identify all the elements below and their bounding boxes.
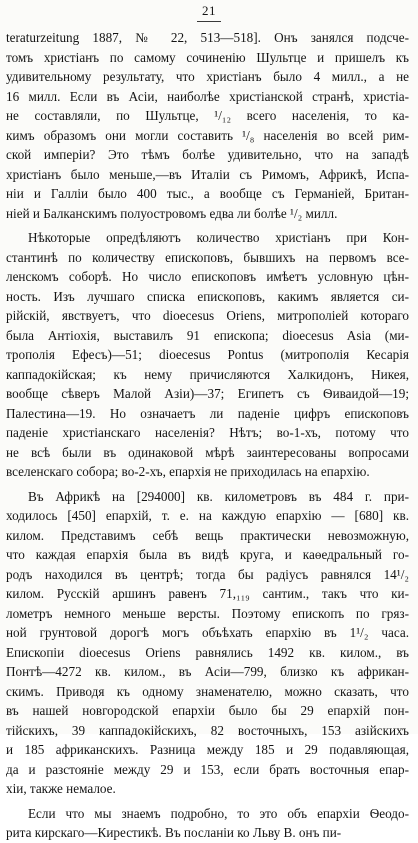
page-number: 21	[202, 3, 216, 18]
text-line: не составляли, по Шультце, ¹/₁₂ всего населенія, то ка-	[6, 108, 409, 123]
text-line: ность. Изъ лучшаго списка епископовъ, какимъ является си-	[6, 288, 409, 304]
text-line: ной грунтовой дорогѣ могъ объѣхать епархію въ 1¹/₂ часа.	[6, 625, 409, 640]
text-line: ходилось [450] епархій, т. е. на каждую епархію — [680] кв.	[6, 508, 409, 523]
text-line: кимъ образомъ они могли составить ¹/₈ населенія во всей рим-	[6, 127, 409, 143]
text-line: не всѣ были въ одинаковой мѣрѣ заинтересованы вопросами	[6, 444, 409, 460]
header-rule	[197, 21, 221, 22]
text-line: была Антіохія, выставилъ 91 епископа; dioecesus Asia (ми-	[6, 327, 409, 343]
text-line: стантинѣ по количеству епископовъ, бывшихъ на первомъ все-	[6, 249, 409, 265]
paragraph	[6, 487, 409, 799]
paragraph	[6, 804, 409, 843]
text-line: ской имперіи? Это тѣмъ болѣе удивительно, что на западѣ	[6, 147, 409, 162]
text-line: и 185 африканскихъ. Разница между 185 и 29 подавляющая,	[6, 742, 409, 757]
text-line: трополія Ефесъ)—51; dioecesus Pontus (митрополія Кесарія	[6, 347, 409, 362]
text-line: килом. Представимъ себѣ вещь практически невозможную,	[6, 527, 409, 543]
text-line: хіи, также немалое.	[6, 781, 116, 796]
text-line: Палестина—19. Но означаетъ ли паденіе цифръ епископовъ	[6, 405, 409, 421]
text-line: килом. Русскій аршинъ равенъ 71,₁₁₉ сантим., такъ что ки-	[6, 586, 409, 601]
text-line: Нѣкоторые опредѣляютъ количество христіанъ при Кон-	[28, 230, 409, 245]
text-line: ніи и Галліи было 400 тыс., а вообще съ Германіей, Британ-	[6, 186, 409, 201]
text-line: Епископіи dioecesus Oriens равнялись 1492 кв. килом., въ	[6, 644, 409, 660]
text-line: тійскихъ, 39 каппадокійскихъ, 82 восточныхъ, 153 азійскихъ	[6, 722, 409, 738]
paragraph	[6, 228, 409, 482]
text-line: 16 милл. Если въ Асіи, наиболѣе христіанской странѣ, христіа-	[6, 88, 409, 104]
text-line: каппадокійская; къ нему причисляются Халкидонъ, Никея,	[6, 366, 409, 382]
text-line: христіанъ было меньше,—въ Италіи съ Римомъ, Африкѣ, Испа-	[6, 166, 409, 182]
text-line: удивительному результату, что христіанъ было 4 милл., а не	[6, 69, 409, 84]
text-line: въ нашей новгородской епархіи было бы 29 епархій пон-	[6, 703, 409, 718]
text-line: родъ находился въ центрѣ; тогда бы радіусъ равнялся 14¹/₂	[6, 566, 409, 582]
text-line: teraturzeitung 1887, № 22, 513—518]. Онъ занялся подсче-	[6, 30, 409, 45]
paragraph	[6, 28, 409, 223]
text-line: паденіе христіанскаго населенія? Нѣтъ; во-1-хъ, потому что	[6, 425, 409, 440]
text-line: рита кирскаго—Кирестикѣ. Въ посланіи ко Льву В. онъ пи-	[6, 825, 342, 840]
page-header	[0, 2, 418, 22]
text-line: ніей и Балканскимъ полуостровомъ едва ли болѣе ¹/₂ милл.	[6, 205, 338, 221]
body-text	[6, 28, 409, 843]
text-line: ленскомъ соборѣ. Но число епископовъ имѣетъ условную цѣн-	[6, 269, 409, 284]
text-line: томъ христіанъ по самому сочиненію Шультце и пришелъ къ	[6, 49, 409, 65]
text-line: скимъ. Приводя къ одному знаменателю, можно сказать, что	[6, 683, 409, 699]
text-line: лометръ немного меньше версты. Поэтому епископъ по гряз-	[6, 605, 409, 621]
text-line: Въ Африкѣ на [294000] кв. километровъ въ 484 г. при-	[28, 488, 409, 504]
text-line: Если что мы знаемъ подробно, то это объ епархіи Ѳеодо-	[28, 805, 409, 821]
text-line: рійскій, явствуетъ, что dioecesus Oriens, митрополіей котораго	[6, 308, 409, 323]
text-line: да и разстояніе между 29 и 153, если брать восточныя епар-	[6, 761, 409, 777]
text-line: Понтѣ—4272 кв. килом., въ Асіи—799, близко къ африкан-	[6, 664, 409, 679]
text-line: вселенскаго собора; во-2-хъ, епархія не приходилась на епархію.	[6, 464, 370, 479]
text-line: вообще сѣверъ Малой Азіи)—37; Египетъ съ Ѳиваидой—19;	[6, 386, 409, 401]
text-line: что каждая епархія была въ видѣ круга, и каѳедральный го-	[6, 547, 409, 562]
